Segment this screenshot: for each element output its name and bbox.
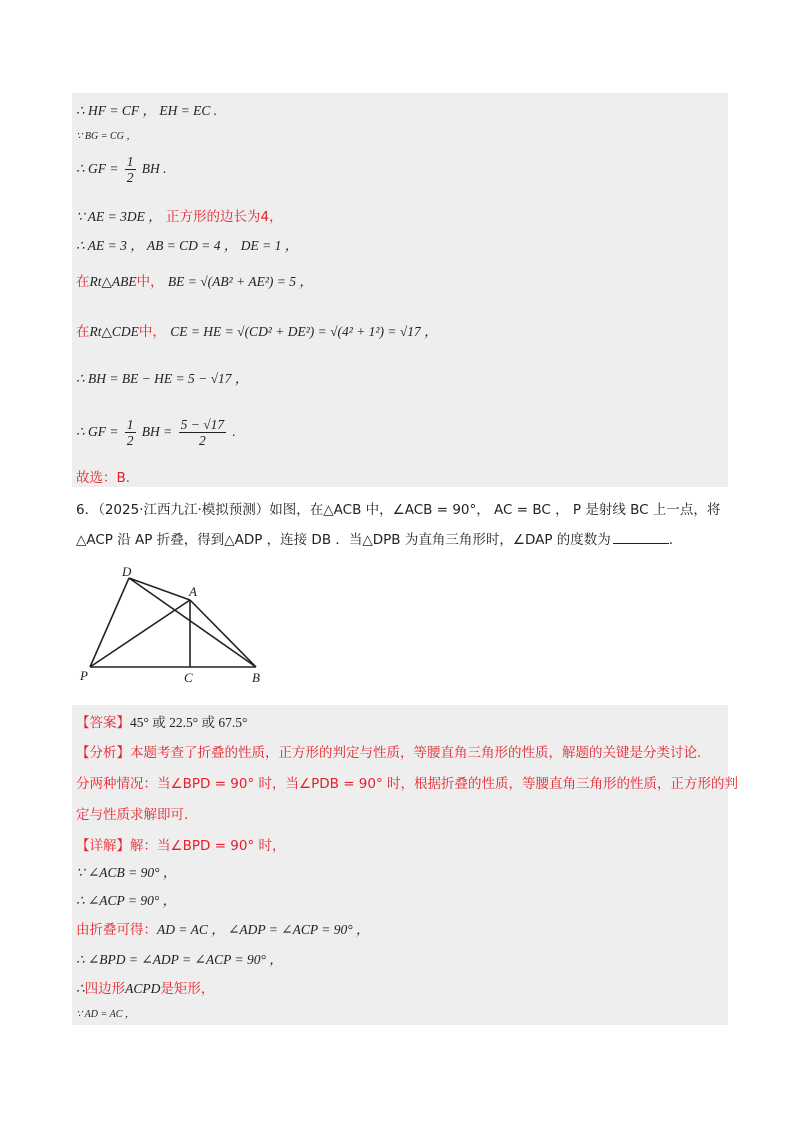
detail-tag: 【详解】 xyxy=(76,838,130,854)
answer-text: 45° 或 22.5° 或 67.5° xyxy=(130,715,248,730)
segment-ab xyxy=(190,600,256,667)
solution-line-3 xyxy=(76,154,167,185)
label-p: P xyxy=(80,668,88,683)
answer-tag: 【答案】 xyxy=(76,715,130,731)
in-text: 中， xyxy=(136,274,164,290)
label-b: B xyxy=(252,670,260,685)
choice-line: 故选：B． xyxy=(76,470,140,486)
detail-line-1 xyxy=(76,834,286,854)
period: . xyxy=(232,424,236,439)
detail-line-4 xyxy=(76,918,369,938)
answer-line xyxy=(76,711,247,731)
solution-line-5: ∴ AE = 3 ， AB = CD = 4 ， DE = 1 ， xyxy=(76,238,299,253)
detail-line-2: ∵ ∠ACB = 90° ， xyxy=(76,865,177,880)
solution-line-6 xyxy=(76,270,313,290)
label-d: D xyxy=(122,564,132,579)
detail-line-7: ∵ AD = AC ， xyxy=(76,1009,135,1020)
be-calc: BE = √(AB² + AE²) = 5 ， xyxy=(167,274,313,289)
question-end: . xyxy=(668,532,674,548)
label-c: C xyxy=(184,670,193,685)
acpd-label: ACPD xyxy=(125,981,161,996)
solution-line-9 xyxy=(76,417,236,448)
therefore-sign: ∴ xyxy=(76,981,85,996)
square-side-text: 正方形的边长为4， xyxy=(166,209,283,225)
gf-lhs-2: ∴ GF = xyxy=(76,424,119,439)
ce-calc: CE = HE = √(CD² + DE²) = √(4² + 1²) = √17 ， xyxy=(170,324,438,339)
fraction-num: 1 xyxy=(126,417,134,432)
solution-line-4 xyxy=(76,205,283,225)
detail-line-6 xyxy=(76,977,214,997)
fraction-den: 2 xyxy=(126,170,134,185)
analysis-line-3: 定与性质求解即可. xyxy=(76,807,189,823)
triangle-abe: Rt△ABE xyxy=(89,274,137,289)
segment-da xyxy=(129,578,190,600)
analysis-text-1: 本题考查了折叠的性质，正方形的判定与性质，等腰直角三角形的性质，解题的关键是分类讨论. xyxy=(130,745,702,761)
answer-blank xyxy=(613,543,669,544)
triangle-cde: Rt△CDE xyxy=(89,324,139,339)
analysis-line-2: 分两种情况：当∠BPD = 90° 时，当∠PDB = 90° 时，根据折叠的性质，等腰直角三角形的性质，正方形的判 xyxy=(76,776,739,792)
solution-line-7 xyxy=(76,320,438,340)
solution-line-1: ∴ HF = CF ， EH = EC . xyxy=(76,103,218,118)
question-text: △ACP 沿 AP 折叠，得到△ADP ，连接 DB ．当△DPB 为直角三角形时，∠DAP 的度数为 xyxy=(76,532,611,548)
fold-math: AD = AC ， ∠ADP = ∠ACP = 90° ， xyxy=(157,922,370,937)
fraction-num: 1 xyxy=(126,154,134,169)
gf-rhs: BH . xyxy=(141,161,167,176)
fraction-den: 2 xyxy=(198,433,206,448)
analysis-line-1 xyxy=(76,741,701,761)
solution-line-8: ∴ BH = BE − HE = 5 − √17 ， xyxy=(76,371,249,386)
question-line-1: 6．（2025·江西九江·模拟预测）如图，在△ACB 中，∠ACB = 90°， AC = BC ， P 是射线 BC 上一点，将 xyxy=(76,502,721,518)
rectangle-text: 是矩形， xyxy=(160,981,215,997)
fraction-result xyxy=(179,417,227,448)
in-text: 中， xyxy=(138,324,166,340)
geometry-figure xyxy=(72,560,282,690)
fraction-num: 5 − √17 xyxy=(180,417,225,432)
label-a: A xyxy=(189,584,197,599)
fraction-half xyxy=(125,154,136,185)
at-text: 在 xyxy=(76,324,90,340)
fold-text: 由折叠可得： xyxy=(76,922,157,938)
at-text: 在 xyxy=(76,274,90,290)
solution-line-2: ∵ BG = CG ， xyxy=(76,131,137,142)
detail-line-3: ∴ ∠ACP = 90° ， xyxy=(76,893,177,908)
bh-equals: BH = xyxy=(141,424,173,439)
fraction-den: 2 xyxy=(126,433,134,448)
ae-relation: ∵ AE = 3DE ， xyxy=(76,209,162,224)
analysis-tag: 【分析】 xyxy=(76,745,130,761)
fraction-half-2 xyxy=(125,417,136,448)
detail-line-5: ∴ ∠BPD = ∠ADP = ∠ACP = 90° ， xyxy=(76,952,283,967)
detail-text-1: 解：当∠BPD = 90° 时， xyxy=(130,838,286,854)
gf-lhs: ∴ GF = xyxy=(76,161,119,176)
quadrilateral-text: 四边形 xyxy=(84,981,126,997)
question-line-2 xyxy=(76,528,673,548)
